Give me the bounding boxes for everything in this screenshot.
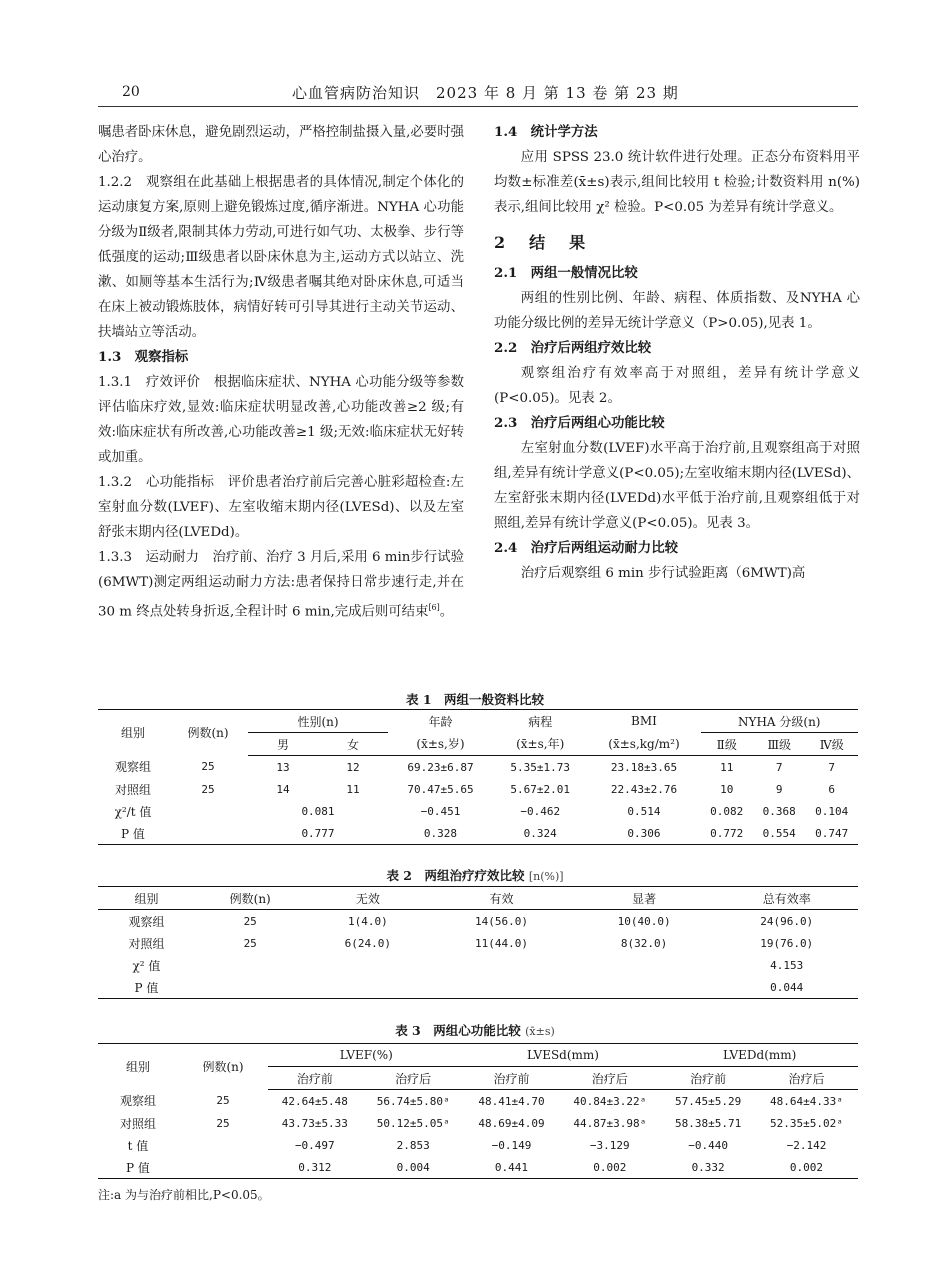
journal-title: 心血管病防治知识 2023 年 8 月 第 13 卷 第 23 期	[292, 84, 679, 102]
table-cell: 40.84±3.22ᵃ	[573, 1094, 647, 1108]
table-cell: χ² 值	[132, 958, 161, 973]
paragraph: 左室射血分数(LVEF)水平高于治疗前,且观察组高于对照组,差异有统计学意义(P<0.05);左室收缩末期内径(LVESd)、左室舒张末期内径(LVEDd)水平低于治疗前,且观察组低于对照组,差异有统计学意义(P<0.05)。见表 3。	[494, 441, 860, 531]
table-cell: 11	[720, 760, 734, 774]
table-cell: −2.142	[786, 1138, 827, 1152]
table-cell: 14(56.0)	[475, 914, 529, 928]
table-cell: 0.772	[701, 822, 753, 845]
table-row	[98, 756, 858, 779]
table-cell: 5.67±2.01	[510, 782, 570, 796]
section-heading: 2.1 两组一般情况比较	[494, 265, 638, 281]
table-cell: 23.18±3.65	[610, 760, 678, 774]
table-row	[98, 1156, 858, 1179]
table-cell: 0.514	[627, 804, 661, 818]
results-heading: 2 结 果	[494, 233, 590, 252]
table-cell: 有效	[430, 887, 573, 910]
table-cell	[430, 976, 573, 999]
table-cell: 48.41±4.70	[478, 1094, 545, 1108]
paragraph: 应用 SPSS 23.0 统计软件进行处理。正态分布资料用平均数±标准差(x̄±s)表示,组间比较用 t 检验;计数资料用 n(%)表示,组间比较用 χ² 检验。P<0.05 为差异有统计学意义。	[494, 150, 860, 215]
table-cell: 5.35±1.73	[510, 760, 570, 774]
table1-caption: 表 1 两组一般资料比较	[405, 692, 545, 707]
table-cell: 0.441	[465, 1156, 559, 1179]
table-cell: 43.73±5.33	[281, 1116, 348, 1130]
table-cell: 25	[243, 914, 257, 928]
table-cell: 0.332	[661, 1156, 755, 1179]
table-cell	[178, 1134, 268, 1156]
table-cell: 2.853	[396, 1138, 430, 1152]
left-column	[98, 120, 464, 624]
table3	[98, 1043, 858, 1179]
table-cell: 14	[276, 782, 290, 796]
table-cell: 7	[775, 760, 783, 774]
table-row	[98, 1112, 858, 1134]
paragraph: 1.3.2 心功能指标 评价患者治疗前后完善心脏彩超检查:左室射血分数(LVEF)、左室收缩末期内径(LVESd)、以及左室舒张末期内径(LVEDd)。	[98, 475, 464, 540]
table-cell: 对照组	[128, 936, 165, 951]
table-cell: −3.129	[589, 1138, 630, 1152]
table-cell	[168, 800, 248, 822]
table-row	[98, 932, 858, 954]
section-heading: 1.4 统计学方法	[494, 124, 598, 140]
table-cell: 治疗前	[465, 1067, 559, 1090]
table-cell: 0.777	[248, 822, 388, 845]
table-cell: 25	[243, 936, 257, 950]
table-cell: 0.104	[815, 804, 849, 818]
table-row	[98, 954, 858, 976]
table-cell	[178, 1156, 268, 1179]
table-cell: 1(4.0)	[347, 914, 388, 928]
table-cell: −0.451	[420, 804, 461, 818]
paragraph: 观察组治疗有效率高于对照组，差异有统计学意义(P<0.05)。见表 2。	[494, 366, 860, 406]
table-cell: 25	[201, 782, 215, 796]
table-cell: Ⅱ级	[701, 733, 753, 756]
table-cell: LVEDd(mm)	[661, 1044, 858, 1067]
table-cell: 0.002	[558, 1156, 661, 1179]
table-cell: t 值	[127, 1138, 149, 1153]
table-cell: 组别	[98, 1044, 178, 1090]
paragraph: 1.3.1 疗效评价 根据临床症状、NYHA 心功能分级等参数评估临床疗效,显效:临床症状明显改善,心功能改善≥2 级;有效:临床症状有所改善,心功能改善≥1 级;无效:临床症状无好转或加重。	[98, 375, 464, 465]
table-cell: 9	[775, 782, 783, 796]
table-cell: 观察组	[119, 1094, 156, 1109]
table-note: 注:a 为与治疗前相比,P<0.05。	[98, 1188, 270, 1202]
table-cell: 显著	[573, 887, 716, 910]
table-cell: 8(32.0)	[620, 936, 668, 950]
paragraph: 治疗后观察组 6 min 步行试验距离（6MWT)高	[520, 566, 806, 581]
table-cell: (x̄±s,年)	[493, 733, 587, 756]
table-cell: 例数(n)	[178, 1044, 268, 1090]
table-row	[98, 1134, 858, 1156]
right-column	[494, 120, 860, 586]
table-cell: 6	[828, 782, 836, 796]
table-cell	[573, 954, 716, 976]
table-cell	[168, 822, 248, 845]
table3-caption: 表 3 两组心功能比较 (x̄±s)	[395, 1023, 555, 1038]
table-cell: 0.082	[710, 804, 744, 818]
table-row	[98, 822, 858, 845]
table-cell: 0.306	[587, 822, 700, 845]
table-cell: 0.368	[762, 804, 796, 818]
table-cell: P 值	[98, 822, 168, 845]
table-cell: 12	[346, 760, 360, 774]
table-cell: 组别	[98, 710, 168, 756]
table-cell: 44.87±3.98ᵃ	[573, 1116, 647, 1130]
paragraph: 1.2.2 观察组在此基础上根据患者的具体情况,制定个体化的运动康复方案,原则上避免锻炼过度,循序渐进。NYHA 心功能分级为Ⅱ级者,限制其体力劳动,可进行如气功、太极拳、步行等低强度的运动;Ⅲ级患者以卧床休息为主,运动方式以站立、洗漱、如厕等基本生活行为;Ⅳ级患者嘱其绝对卧床休息,可适当在床上被动锻炼肢体，病情好转可引导其进行主动关节运动、扶墙站立等活动。	[98, 175, 464, 340]
table-cell: −0.497	[294, 1138, 335, 1152]
table-cell: 0.328	[388, 822, 493, 845]
table2-caption: 表 2 两组治疗疗效比较 [n(%)]	[386, 868, 564, 883]
table-cell: 对照组	[114, 782, 151, 797]
table-cell: 治疗后	[755, 1067, 858, 1090]
table-cell: 治疗前	[661, 1067, 755, 1090]
table-cell: 25	[216, 1094, 230, 1108]
table-cell: 组别	[98, 887, 195, 910]
section-heading: 2.3 治疗后两组心功能比较	[494, 415, 665, 431]
table-cell: 4.153	[770, 958, 804, 972]
table-cell: −0.440	[688, 1138, 728, 1152]
table-cell: 0.081	[301, 804, 335, 818]
paragraph: 1.3.3 运动耐力 治疗前、治疗 3 月后,采用 6 min步行试验(6MWT)测定两组运动耐力方法:患者保持日常步速行走,并在 30 m 终点处转身折返,全程计时 6 min,完成后则可结束[6]。	[98, 550, 464, 620]
table-cell: 42.64±5.48	[281, 1094, 348, 1108]
table-row	[98, 910, 858, 933]
table-cell: 0.324	[493, 822, 587, 845]
table-row	[98, 800, 858, 822]
table-cell: 0.747	[805, 822, 858, 845]
table-cell: −0.149	[491, 1138, 532, 1152]
header-rule	[98, 106, 858, 107]
table-cell: 女	[318, 733, 388, 756]
table-cell: 无效	[305, 887, 430, 910]
table-cell: 58.38±5.71	[675, 1116, 742, 1130]
table-cell: 0.044	[715, 976, 858, 999]
table-cell: 0.312	[268, 1156, 362, 1179]
table-cell: 10(40.0)	[617, 914, 671, 928]
table-cell: 治疗前	[268, 1067, 362, 1090]
table-cell: −0.462	[520, 804, 561, 818]
table-cell: 例数(n)	[195, 887, 306, 910]
table-cell: 11(44.0)	[475, 936, 529, 950]
section-heading: 2.4 治疗后两组运动耐力比较	[494, 540, 678, 556]
table-cell: 24(96.0)	[760, 914, 814, 928]
table2	[98, 886, 858, 999]
table-cell: 7	[828, 760, 836, 774]
section-heading: 1.3 观察指标	[98, 349, 189, 365]
table-cell: 70.47±5.65	[407, 782, 474, 796]
table-cell: 0.002	[755, 1156, 858, 1179]
table-cell: 57.45±5.29	[675, 1094, 742, 1108]
table-cell: Ⅲ级	[753, 733, 805, 756]
table-cell: BMI	[587, 710, 700, 733]
table-cell: 11	[346, 782, 360, 796]
table-row	[98, 778, 858, 800]
table-cell: 总有效率	[715, 887, 858, 910]
table-cell: 年龄	[388, 710, 493, 733]
table-cell: 治疗后	[362, 1067, 465, 1090]
table-cell	[305, 954, 430, 976]
table-cell: 13	[276, 760, 290, 774]
table-cell: 19(76.0)	[760, 936, 814, 950]
table-cell: 0.004	[362, 1156, 465, 1179]
table-cell: 50.12±5.05ᵃ	[376, 1116, 450, 1130]
paragraph: 两组的性别比例、年龄、病程、体质指数、及NYHA 心功能分级比例的差异无统计学意义（P>0.05),见表 1。	[494, 291, 860, 331]
table-cell: 观察组	[114, 760, 151, 775]
table-cell	[430, 954, 573, 976]
table-row	[98, 1090, 858, 1113]
table-cell	[573, 976, 716, 999]
page-number: 20	[122, 84, 140, 100]
table1	[98, 709, 858, 845]
table-cell: 病程	[493, 710, 587, 733]
table-row	[98, 976, 858, 999]
table-cell: 对照组	[119, 1116, 156, 1131]
table-cell: 观察组	[128, 914, 165, 929]
paragraph: 嘱患者卧床休息，避免剧烈运动，严格控制盐摄入量,必要时强心治疗。	[98, 125, 464, 165]
table-cell: 6(24.0)	[344, 936, 392, 950]
table-cell: 25	[201, 760, 215, 774]
table-cell: 10	[720, 782, 734, 796]
table-cell: P 值	[98, 976, 195, 999]
table-cell: 56.74±5.80ᵃ	[376, 1094, 450, 1108]
table-cell	[195, 976, 306, 999]
table-cell: P 值	[98, 1156, 178, 1179]
table-cell: (x̄±s,kg/m²)	[587, 733, 700, 756]
table-cell: 25	[216, 1116, 230, 1130]
page-header	[122, 84, 862, 106]
table-cell: χ²/t 值	[114, 804, 152, 819]
table-cell: Ⅳ级	[805, 733, 858, 756]
table-cell: 69.23±6.87	[407, 760, 474, 774]
table-cell: LVEF(%)	[268, 1044, 465, 1067]
table-cell: 治疗后	[558, 1067, 661, 1090]
table-cell: 52.35±5.02ᵃ	[770, 1116, 843, 1130]
table-cell: 0.554	[753, 822, 805, 845]
citation-ref: [6]	[428, 603, 440, 612]
section-heading: 2.2 治疗后两组疗效比较	[494, 340, 652, 356]
table-cell	[305, 976, 430, 999]
table-cell: 性别(n)	[248, 710, 388, 733]
table-cell: (x̄±s,岁)	[388, 733, 493, 756]
table-cell: 例数(n)	[168, 710, 248, 756]
table-cell: NYHA 分级(n)	[701, 710, 859, 733]
table-cell: 48.69±4.09	[478, 1116, 545, 1130]
table-cell: LVESd(mm)	[465, 1044, 662, 1067]
table-cell	[195, 954, 306, 976]
table-cell: 48.64±4.33ᵃ	[770, 1094, 843, 1108]
table-cell: 22.43±2.76	[610, 782, 678, 796]
table-cell: 男	[248, 733, 318, 756]
